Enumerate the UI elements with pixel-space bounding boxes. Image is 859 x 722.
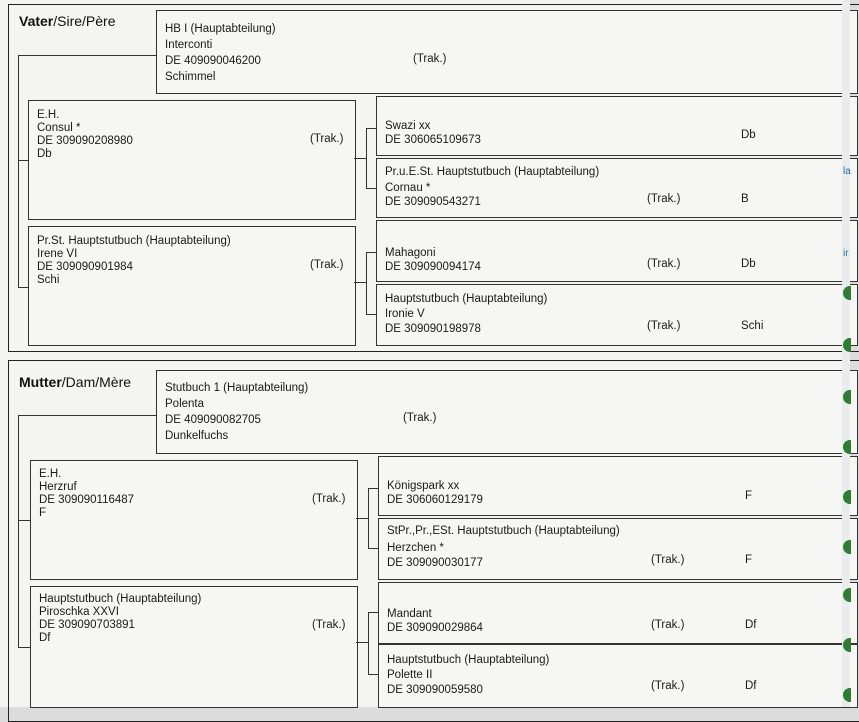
sire-mm-name: Ironie V	[385, 308, 425, 320]
dam-fm-number: DE 309090030177	[387, 557, 483, 569]
sire-ff-box	[376, 96, 858, 156]
dam-father-title: E.H.	[39, 468, 62, 480]
sire-bracket-v	[18, 55, 19, 287]
sire-bracket-m	[18, 287, 28, 288]
dam-mf-trak: (Trak.)	[651, 619, 685, 631]
dam-mm-box	[378, 644, 858, 708]
status-dot-icon	[843, 390, 851, 404]
dam-m-conn	[356, 642, 368, 643]
dam-mm-color: Df	[745, 680, 757, 692]
sire-mother-number: DE 309090901984	[37, 261, 133, 273]
dam-father-color: F	[39, 507, 47, 519]
dam-main-trak: (Trak.)	[403, 412, 437, 424]
dam-mm-name: Polette II	[387, 669, 433, 681]
sire-mf-number: DE 309090094174	[385, 261, 481, 273]
dam-mother-name: Piroschka XXVI	[39, 606, 119, 618]
dam-ff-box	[378, 456, 858, 516]
dam-ff-number: DE 306060129179	[387, 494, 483, 506]
dam-mother-trak: (Trak.)	[312, 619, 346, 631]
sire-mf-trak: (Trak.)	[647, 258, 681, 270]
status-dot-icon	[843, 286, 851, 300]
dam-mf-name: Mandant	[387, 608, 432, 620]
dam-father-box	[30, 460, 358, 580]
dam-main-color: Dunkelfuchs	[165, 430, 229, 442]
dam-bracket-m	[18, 647, 30, 648]
status-dot-icon	[843, 440, 851, 454]
sire-f-conn-v	[366, 128, 367, 188]
edge-text-b: ir	[843, 248, 849, 259]
dam-heading-bold: Mutter	[19, 374, 62, 390]
dam-m-conn-v	[368, 612, 369, 674]
sire-bracket-top	[18, 55, 156, 56]
sire-mm-title: Hauptstutbuch (Hauptabteilung)	[385, 293, 548, 305]
dam-mother-title: Hauptstutbuch (Hauptabteilung)	[39, 593, 202, 605]
sire-father-trak: (Trak.)	[310, 133, 344, 145]
dam-mother-number: DE 309090703891	[39, 619, 135, 631]
sire-mother-name: Irene VI	[37, 248, 78, 260]
edge-text-a: la	[843, 166, 851, 177]
sire-m-conn-v	[366, 252, 367, 314]
sire-heading-bold: Vater	[19, 13, 54, 29]
sire-fm-title: Pr.u.E.St. Hauptstutbuch (Hauptabteilung)	[385, 166, 600, 178]
sire-mf-conn	[366, 252, 376, 253]
dam-bracket-f	[18, 520, 30, 521]
dam-bracket-top	[18, 415, 156, 416]
dam-mf-conn	[368, 612, 378, 613]
dam-fm-title: StPr.,Pr.,ESt. Hauptstutbuch (Hauptabteilung)	[387, 525, 620, 537]
sire-fm-trak: (Trak.)	[647, 193, 681, 205]
sire-mf-box	[376, 220, 858, 282]
sire-heading	[19, 13, 116, 29]
dam-mother-box	[30, 586, 358, 708]
dam-fm-trak: (Trak.)	[651, 554, 685, 566]
sire-mother-trak: (Trak.)	[310, 259, 344, 271]
sire-f-conn	[354, 158, 366, 159]
sire-heading-rest: /Sire/Père	[53, 13, 116, 29]
sire-mm-trak: (Trak.)	[647, 320, 681, 332]
dam-main-number: DE 409090082705	[165, 414, 261, 426]
sire-m-conn	[354, 282, 366, 283]
sire-mother-color: Schi	[37, 274, 60, 286]
sire-mf-color: Db	[741, 258, 756, 270]
sire-father-name: Consul *	[37, 122, 81, 134]
sire-main-color: Schimmel	[165, 71, 216, 83]
dam-father-name: Herzruf	[39, 481, 77, 493]
sire-mm-color: Schi	[741, 320, 764, 332]
dam-fm-conn	[368, 548, 378, 549]
sire-fm-number: DE 309090543271	[385, 196, 481, 208]
dam-ff-color: F	[745, 490, 753, 502]
sire-father-color: Db	[37, 148, 52, 160]
sire-main-name: Interconti	[165, 39, 213, 51]
sire-bracket-f	[18, 160, 28, 161]
dam-mm-conn	[368, 674, 378, 675]
dam-fm-name: Herzchen *	[387, 542, 444, 554]
dam-bracket-v	[18, 415, 19, 647]
sire-ff-color: Db	[741, 129, 756, 141]
dam-ff-name: Königspark xx	[387, 480, 460, 492]
dam-ff-conn	[368, 488, 378, 489]
dam-fm-color: F	[745, 554, 753, 566]
sire-father-title: E.H.	[37, 109, 60, 121]
sire-mm-number: DE 309090198978	[385, 323, 481, 335]
sire-ff-conn	[366, 128, 376, 129]
status-dot-icon	[843, 638, 851, 652]
sire-father-box	[28, 100, 356, 220]
status-dot-icon	[843, 338, 851, 352]
sire-fm-box	[376, 158, 858, 218]
sire-fm-conn	[366, 188, 376, 189]
sire-mm-conn	[366, 314, 376, 315]
dam-main-box	[156, 370, 858, 454]
dam-heading	[19, 374, 131, 390]
dam-fm-box	[378, 518, 858, 580]
sire-main-trak: (Trak.)	[413, 53, 447, 65]
status-dot-icon	[843, 688, 851, 702]
dam-mf-number: DE 309090029864	[387, 622, 483, 634]
dam-main-line1: Stutbuch 1 (Hauptabteilung)	[165, 382, 309, 394]
status-dot-icon	[843, 588, 851, 602]
sire-main-number: DE 409090046200	[165, 55, 261, 67]
dam-mm-number: DE 309090059580	[387, 684, 483, 696]
dam-mm-trak: (Trak.)	[651, 680, 685, 692]
dam-heading-rest: /Dam/Mère	[61, 374, 132, 390]
dam-father-trak: (Trak.)	[312, 493, 346, 505]
sire-main-line1: HB I (Hauptabteilung)	[165, 23, 276, 35]
dam-mf-box	[378, 582, 858, 644]
dam-mm-title: Hauptstutbuch (Hauptabteilung)	[387, 654, 550, 666]
sire-mf-name: Mahagoni	[385, 247, 436, 259]
sire-fm-name: Cornau *	[385, 182, 431, 194]
dam-main-name: Polenta	[165, 398, 205, 410]
dam-mother-color: Df	[39, 632, 51, 644]
dam-father-number: DE 309090116487	[39, 494, 135, 506]
sire-main-box	[156, 10, 858, 94]
dam-f-conn	[356, 518, 368, 519]
sire-ff-number: DE 306065109673	[385, 134, 481, 146]
sire-mother-title: Pr.St. Hauptstutbuch (Hauptabteilung)	[37, 235, 231, 247]
sire-fm-color: B	[741, 193, 749, 205]
sire-father-number: DE 309090208980	[37, 135, 133, 147]
sire-mm-box	[376, 284, 858, 346]
sire-mother-box	[28, 226, 356, 346]
dam-mf-color: Df	[745, 619, 757, 631]
status-dot-icon	[843, 540, 851, 554]
status-dot-icon	[843, 490, 851, 504]
dam-f-conn-v	[368, 488, 369, 548]
sire-ff-name: Swazi xx	[385, 120, 431, 132]
